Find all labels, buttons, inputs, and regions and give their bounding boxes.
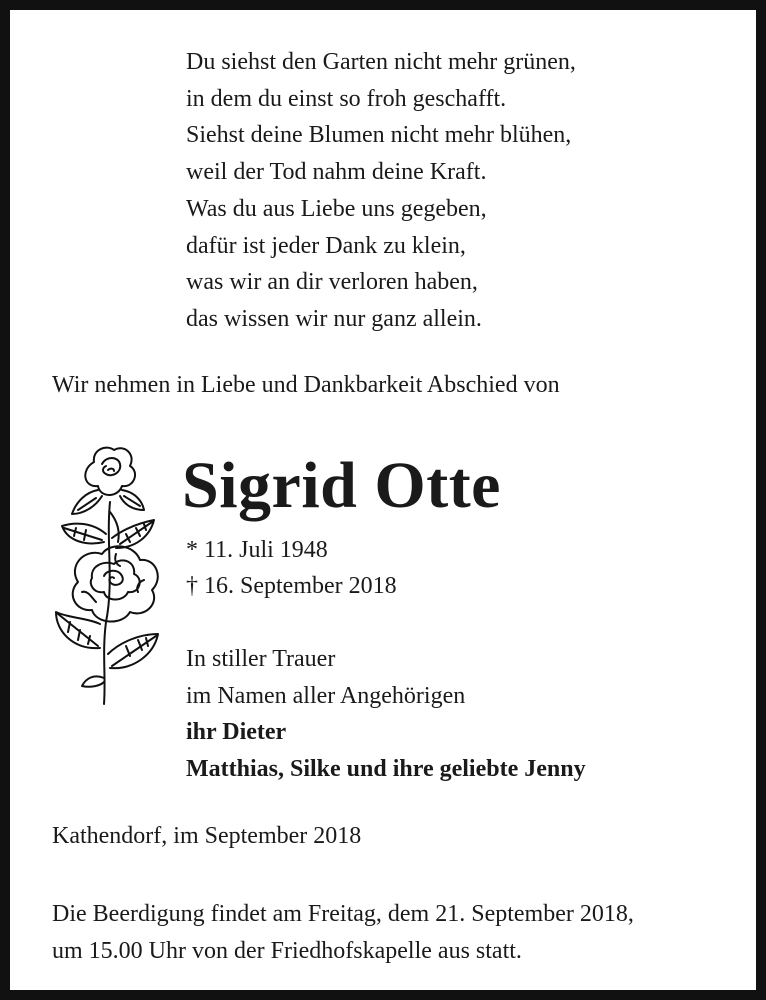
life-dates [186,532,397,604]
poem [186,44,576,338]
mourning-line: In stiller Trauer [186,646,336,672]
poem-line: weil der Tod nahm deine Kraft. [186,159,487,186]
poem-line: das wissen wir nur ganz allein. [186,305,482,332]
funeral-notice [52,896,634,969]
mourning-line: im Namen aller Angehörigen [186,682,466,709]
mourner-name: ihr Dieter [186,719,287,745]
birth-date: * 11. Juli 1948 [186,537,328,563]
mourner-names: Matthias, Silke und ihre geliebte Jenny [186,755,586,782]
place-date: Kathendorf, im September 2018 [52,823,362,849]
farewell-intro: Wir nehmen in Liebe und Dankbarkeit Abschied von [52,372,560,398]
deceased-name: Sigrid Otte [182,449,501,522]
poem-line: Was du aus Liebe uns gegeben, [186,195,487,222]
rose-icon [48,442,168,708]
funeral-line: um 15.00 Uhr von der Friedhofskapelle aus statt. [52,937,522,964]
poem-line: in dem du einst so froh geschafft. [186,85,507,112]
poem-line: Du siehst den Garten nicht mehr grünen, [186,49,576,75]
poem-line: dafür ist jeder Dank zu klein, [186,232,466,259]
poem-line: was wir an dir verloren haben, [186,269,478,296]
poem-line: Siehst deine Blumen nicht mehr blühen, [186,122,572,149]
death-date: † 16. September 2018 [186,573,397,599]
funeral-line: Die Beerdigung findet am Freitag, dem 21. September 2018, [52,901,634,927]
mourners [186,641,586,787]
